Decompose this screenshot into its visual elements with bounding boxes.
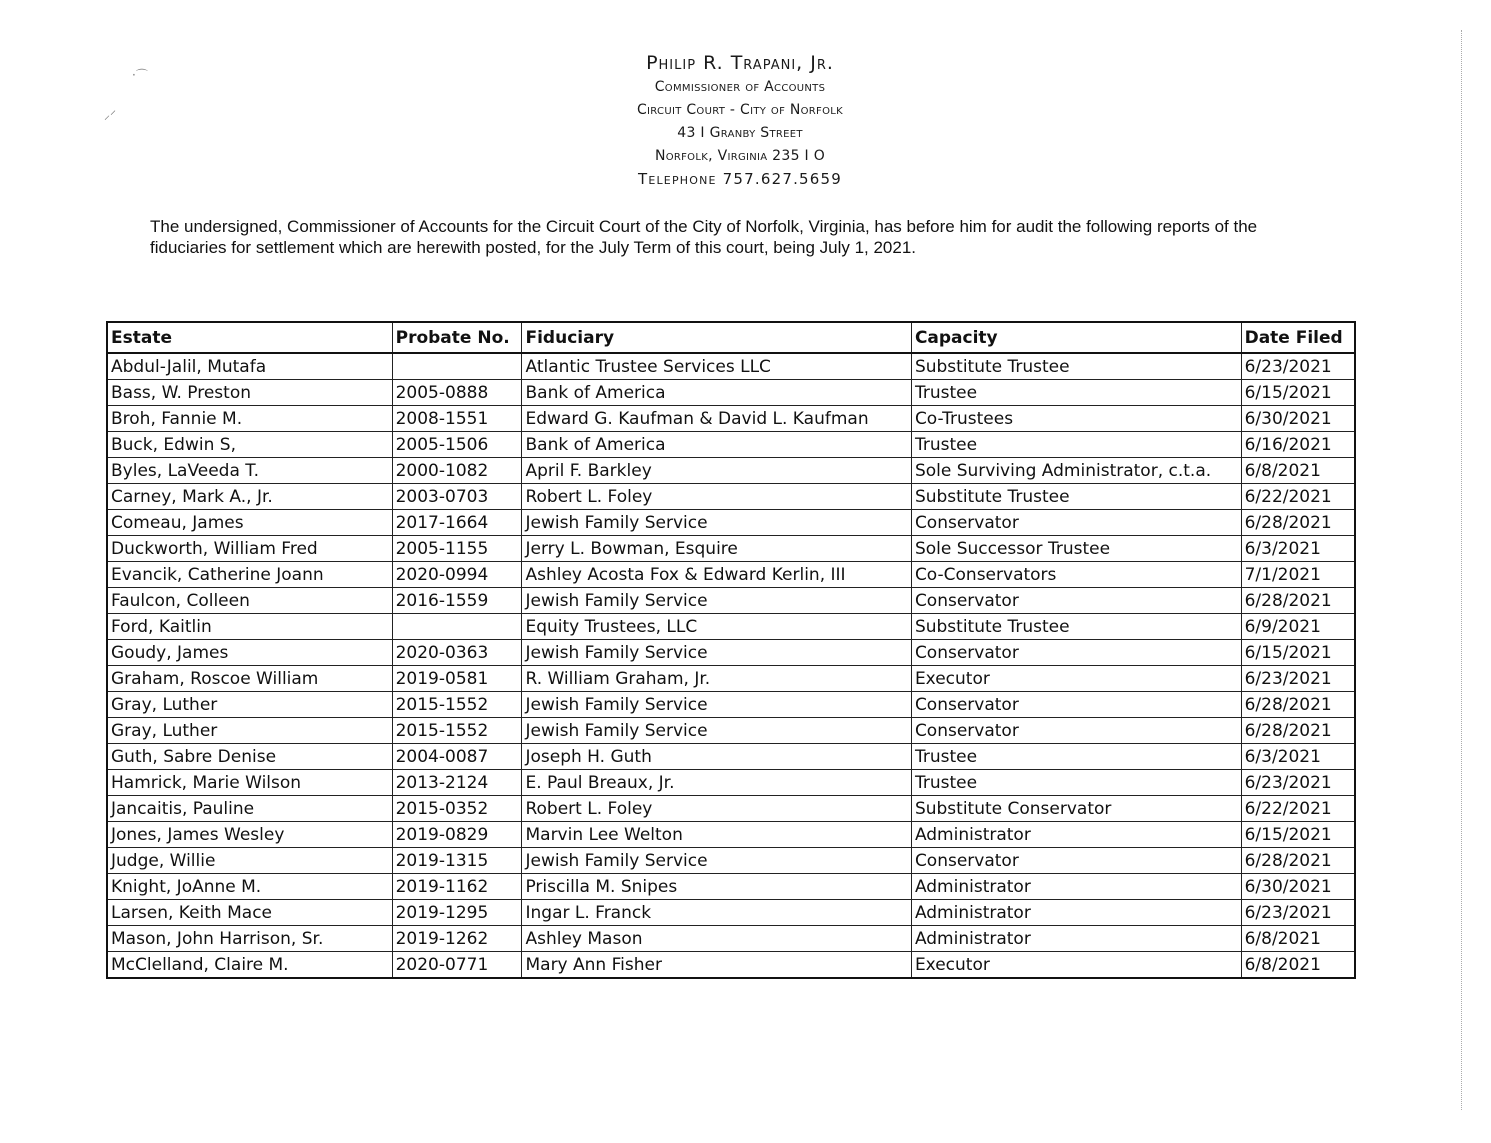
cell-probate-no: 2020-0363 xyxy=(392,640,522,666)
cell-estate: Judge, Willie xyxy=(107,848,392,874)
intro-paragraph: The undersigned, Commissioner of Accounts for the Circuit Court of the City of Norfolk, Virginia, has before him for audit the following reports of the fiduciaries for settlement which are herewith posted, for the July Term of this court, being July 1, 2021. xyxy=(150,217,1258,257)
table-body xyxy=(107,353,1355,978)
cell-capacity: Executor xyxy=(911,666,1241,692)
cell-date-filed: 6/8/2021 xyxy=(1241,952,1355,979)
cell-date-filed: 6/28/2021 xyxy=(1241,848,1355,874)
cell-fiduciary: Jewish Family Service xyxy=(522,640,911,666)
cell-date-filed: 6/23/2021 xyxy=(1241,666,1355,692)
cell-capacity: Administrator xyxy=(911,874,1241,900)
cell-estate: Bass, W. Preston xyxy=(107,380,392,406)
cell-probate-no: 2019-1262 xyxy=(392,926,522,952)
table-row xyxy=(107,796,1355,822)
cell-fiduciary: Mary Ann Fisher xyxy=(522,952,911,979)
cell-fiduciary: Jewish Family Service xyxy=(522,588,911,614)
header-estate: Estate xyxy=(107,322,392,353)
cell-probate-no: 2005-1155 xyxy=(392,536,522,562)
cell-estate: Buck, Edwin S, xyxy=(107,432,392,458)
header-probate-no: Probate No. xyxy=(392,322,522,353)
cell-fiduciary: Priscilla M. Snipes xyxy=(522,874,911,900)
table-row xyxy=(107,510,1355,536)
cell-estate: Graham, Roscoe William xyxy=(107,666,392,692)
cell-date-filed: 6/22/2021 xyxy=(1241,796,1355,822)
cell-estate: Byles, LaVeeda T. xyxy=(107,458,392,484)
cell-date-filed: 6/16/2021 xyxy=(1241,432,1355,458)
cell-estate: Hamrick, Marie Wilson xyxy=(107,770,392,796)
cell-fiduciary: Edward G. Kaufman & David L. Kaufman xyxy=(522,406,911,432)
cell-estate: Broh, Fannie M. xyxy=(107,406,392,432)
table-row xyxy=(107,432,1355,458)
cell-probate-no: 2019-1315 xyxy=(392,848,522,874)
cell-date-filed: 6/28/2021 xyxy=(1241,718,1355,744)
cell-capacity: Co-Conservators xyxy=(911,562,1241,588)
cell-fiduciary: E. Paul Breaux, Jr. xyxy=(522,770,911,796)
cell-capacity: Executor xyxy=(911,952,1241,979)
cell-probate-no: 2016-1559 xyxy=(392,588,522,614)
cell-estate: Gray, Luther xyxy=(107,692,392,718)
cell-estate: Carney, Mark A., Jr. xyxy=(107,484,392,510)
cell-fiduciary: Jewish Family Service xyxy=(522,718,911,744)
table-row xyxy=(107,900,1355,926)
cell-estate: Guth, Sabre Denise xyxy=(107,744,392,770)
table-header-row xyxy=(107,322,1355,353)
cell-capacity: Co-Trustees xyxy=(911,406,1241,432)
cell-estate: Ford, Kaitlin xyxy=(107,614,392,640)
cell-fiduciary: Bank of America xyxy=(522,380,911,406)
header-capacity: Capacity xyxy=(911,322,1241,353)
cell-date-filed: 6/28/2021 xyxy=(1241,510,1355,536)
cell-capacity: Administrator xyxy=(911,926,1241,952)
cell-probate-no: 2020-0994 xyxy=(392,562,522,588)
cell-capacity: Trustee xyxy=(911,380,1241,406)
cell-estate: Gray, Luther xyxy=(107,718,392,744)
cell-date-filed: 6/15/2021 xyxy=(1241,640,1355,666)
table-row xyxy=(107,718,1355,744)
cell-estate: Goudy, James xyxy=(107,640,392,666)
cell-fiduciary: Atlantic Trustee Services LLC xyxy=(522,353,911,380)
street-address: 43 I Granby Street xyxy=(677,125,803,141)
cell-estate: McClelland, Claire M. xyxy=(107,952,392,979)
cell-date-filed: 6/28/2021 xyxy=(1241,588,1355,614)
commissioner-name: Philip R. Trapani, Jr. xyxy=(646,52,834,74)
cell-probate-no: 2019-0581 xyxy=(392,666,522,692)
table-row xyxy=(107,588,1355,614)
city-address: Norfolk, Virginia 235 I O xyxy=(654,148,826,164)
cell-fiduciary: Ashley Acosta Fox & Edward Kerlin, III xyxy=(522,562,911,588)
cell-fiduciary: Jerry L. Bowman, Esquire xyxy=(522,536,911,562)
cell-capacity: Administrator xyxy=(911,822,1241,848)
commissioner-title: Commissioner of Accounts xyxy=(654,79,826,95)
scan-artifact: ·⌒ xyxy=(132,68,148,82)
cell-fiduciary: Equity Trustees, LLC xyxy=(522,614,911,640)
table-row xyxy=(107,874,1355,900)
cell-date-filed: 6/3/2021 xyxy=(1241,536,1355,562)
cell-capacity: Conservator xyxy=(911,510,1241,536)
cell-date-filed: 6/15/2021 xyxy=(1241,822,1355,848)
cell-probate-no: 2019-1162 xyxy=(392,874,522,900)
cell-probate-no: 2004-0087 xyxy=(392,744,522,770)
cell-probate-no: 2003-0703 xyxy=(392,484,522,510)
cell-capacity: Sole Surviving Administrator, c.t.a. xyxy=(911,458,1241,484)
table-row xyxy=(107,692,1355,718)
table-row xyxy=(107,666,1355,692)
telephone: Telephone 757.627.5659 xyxy=(637,170,843,188)
cell-date-filed: 6/8/2021 xyxy=(1241,926,1355,952)
cell-capacity: Trustee xyxy=(911,432,1241,458)
header-date-filed: Date Filed xyxy=(1241,322,1355,353)
cell-probate-no: 2005-1506 xyxy=(392,432,522,458)
cell-date-filed: 6/30/2021 xyxy=(1241,874,1355,900)
cell-date-filed: 6/3/2021 xyxy=(1241,744,1355,770)
cell-capacity: Administrator xyxy=(911,900,1241,926)
cell-probate-no: 2015-1552 xyxy=(392,718,522,744)
cell-probate-no: 2013-2124 xyxy=(392,770,522,796)
cell-estate: Evancik, Catherine Joann xyxy=(107,562,392,588)
table-row xyxy=(107,952,1355,979)
cell-fiduciary: Jewish Family Service xyxy=(522,510,911,536)
scan-artifact: ⸝⸍ xyxy=(104,108,117,122)
cell-fiduciary: Bank of America xyxy=(522,432,911,458)
cell-estate: Jones, James Wesley xyxy=(107,822,392,848)
cell-capacity: Substitute Conservator xyxy=(911,796,1241,822)
cell-date-filed: 7/1/2021 xyxy=(1241,562,1355,588)
cell-probate-no: 2019-0829 xyxy=(392,822,522,848)
cell-fiduciary: Ashley Mason xyxy=(522,926,911,952)
fiduciary-table xyxy=(106,321,1356,979)
header-fiduciary: Fiduciary xyxy=(522,322,911,353)
cell-capacity: Conservator xyxy=(911,588,1241,614)
cell-probate-no: 2015-0352 xyxy=(392,796,522,822)
cell-probate-no: 2000-1082 xyxy=(392,458,522,484)
cell-capacity: Conservator xyxy=(911,692,1241,718)
cell-probate-no: 2015-1552 xyxy=(392,692,522,718)
court-name: Circuit Court - City of Norfolk xyxy=(636,102,844,118)
cell-date-filed: 6/23/2021 xyxy=(1241,770,1355,796)
cell-estate: Knight, JoAnne M. xyxy=(107,874,392,900)
cell-fiduciary: April F. Barkley xyxy=(522,458,911,484)
cell-fiduciary: Robert L. Foley xyxy=(522,796,911,822)
cell-capacity: Sole Successor Trustee xyxy=(911,536,1241,562)
table-row xyxy=(107,536,1355,562)
cell-date-filed: 6/9/2021 xyxy=(1241,614,1355,640)
cell-date-filed: 6/30/2021 xyxy=(1241,406,1355,432)
table-row xyxy=(107,744,1355,770)
table-row xyxy=(107,770,1355,796)
table-row xyxy=(107,458,1355,484)
cell-date-filed: 6/8/2021 xyxy=(1241,458,1355,484)
cell-capacity: Substitute Trustee xyxy=(911,614,1241,640)
cell-estate: Abdul-Jalil, Mutafa xyxy=(107,353,392,380)
cell-fiduciary: Joseph H. Guth xyxy=(522,744,911,770)
cell-estate: Comeau, James xyxy=(107,510,392,536)
letterhead xyxy=(540,50,940,191)
cell-fiduciary: Robert L. Foley xyxy=(522,484,911,510)
table-row xyxy=(107,822,1355,848)
cell-estate: Duckworth, William Fred xyxy=(107,536,392,562)
table-row xyxy=(107,640,1355,666)
cell-capacity: Conservator xyxy=(911,848,1241,874)
cell-estate: Mason, John Harrison, Sr. xyxy=(107,926,392,952)
cell-estate: Faulcon, Colleen xyxy=(107,588,392,614)
cell-date-filed: 6/15/2021 xyxy=(1241,380,1355,406)
cell-capacity: Trustee xyxy=(911,744,1241,770)
cell-probate-no xyxy=(392,614,522,640)
cell-fiduciary: Jewish Family Service xyxy=(522,692,911,718)
scan-edge-artifact xyxy=(1461,30,1463,1110)
table-row xyxy=(107,848,1355,874)
cell-probate-no: 2005-0888 xyxy=(392,380,522,406)
cell-date-filed: 6/23/2021 xyxy=(1241,900,1355,926)
cell-date-filed: 6/28/2021 xyxy=(1241,692,1355,718)
cell-fiduciary: Jewish Family Service xyxy=(522,848,911,874)
cell-fiduciary: Marvin Lee Welton xyxy=(522,822,911,848)
table-row xyxy=(107,614,1355,640)
cell-capacity: Substitute Trustee xyxy=(911,353,1241,380)
cell-probate-no: 2019-1295 xyxy=(392,900,522,926)
cell-probate-no: 2020-0771 xyxy=(392,952,522,979)
cell-estate: Jancaitis, Pauline xyxy=(107,796,392,822)
cell-capacity: Trustee xyxy=(911,770,1241,796)
cell-fiduciary: R. William Graham, Jr. xyxy=(522,666,911,692)
cell-probate-no: 2017-1664 xyxy=(392,510,522,536)
table-row xyxy=(107,562,1355,588)
table-row xyxy=(107,406,1355,432)
table-row xyxy=(107,380,1355,406)
table-row xyxy=(107,484,1355,510)
cell-probate-no xyxy=(392,353,522,380)
table-row xyxy=(107,926,1355,952)
cell-date-filed: 6/23/2021 xyxy=(1241,353,1355,380)
cell-probate-no: 2008-1551 xyxy=(392,406,522,432)
cell-estate: Larsen, Keith Mace xyxy=(107,900,392,926)
cell-capacity: Conservator xyxy=(911,640,1241,666)
cell-date-filed: 6/22/2021 xyxy=(1241,484,1355,510)
table-row xyxy=(107,353,1355,380)
cell-capacity: Conservator xyxy=(911,718,1241,744)
cell-capacity: Substitute Trustee xyxy=(911,484,1241,510)
cell-fiduciary: Ingar L. Franck xyxy=(522,900,911,926)
